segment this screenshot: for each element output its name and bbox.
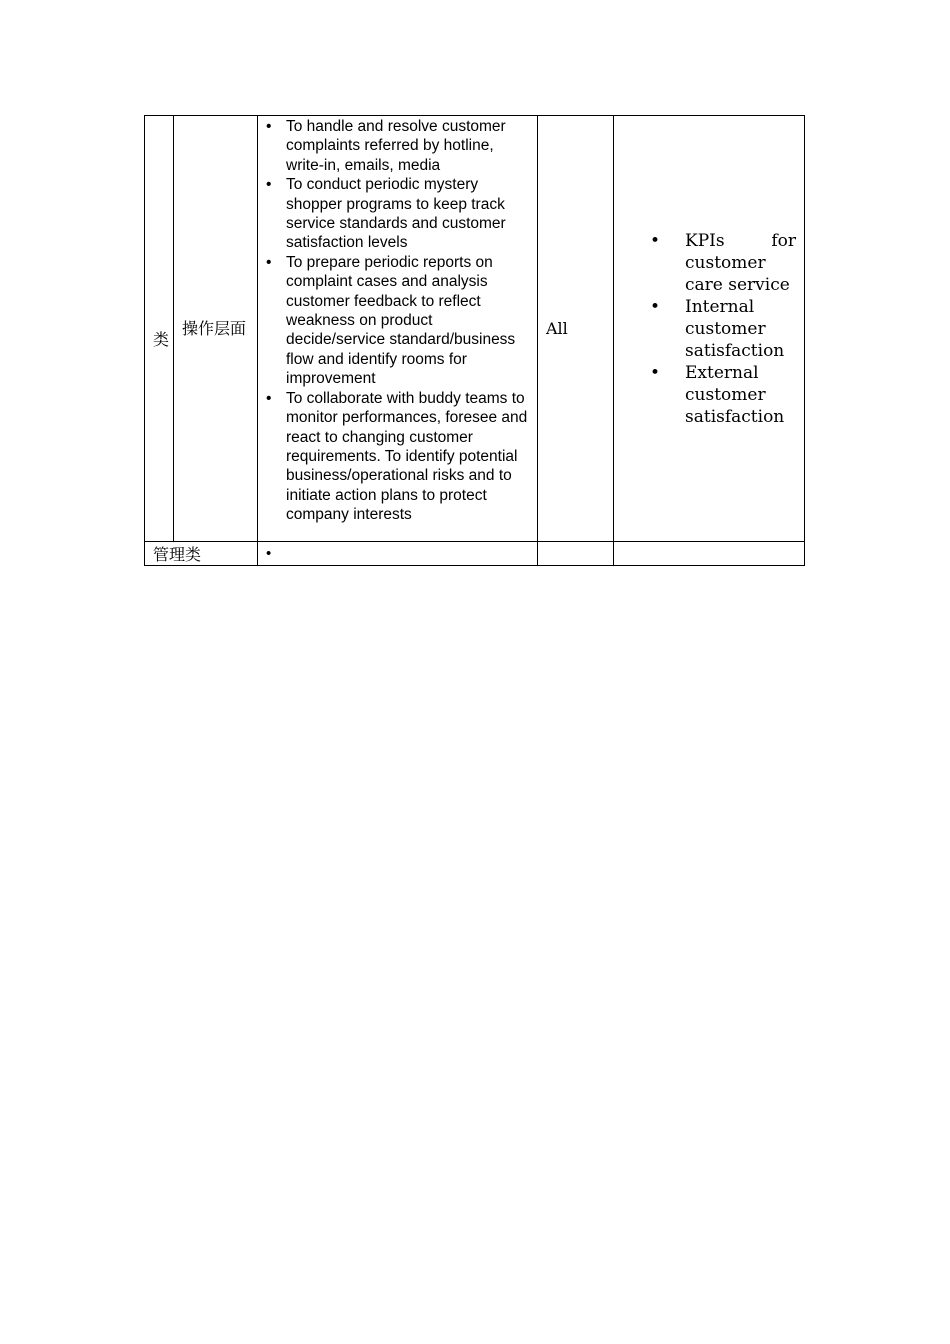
list-item: • To handle and resolve customer complaints referred by hotline, write-in, emails, media (266, 117, 531, 175)
responsibilities-list (258, 116, 537, 525)
management-category-cell (145, 542, 258, 566)
table-row (145, 116, 805, 542)
table-row (145, 542, 805, 566)
bullet: • (266, 545, 272, 562)
category-cell (145, 116, 174, 542)
list-item: • Internal customer satisfaction (650, 296, 796, 362)
level-label: 操作层面 (182, 318, 247, 338)
management-category-label: 管理类 (153, 545, 202, 564)
scope-cell (538, 116, 614, 542)
management-scope-cell (538, 542, 614, 566)
list-item: • To collaborate with buddy teams to monitor performances, foresee and react to changing customer requirements. To identify potential business/operational risks and to initiate action plans to protect company interests (266, 389, 531, 525)
management-responsibilities-cell (258, 542, 538, 566)
list-item: • KPIs for customer care service (650, 230, 796, 296)
level-cell (174, 116, 258, 542)
responsibility-table (144, 115, 805, 566)
management-kpi-cell (614, 542, 805, 566)
list-item: • To prepare periodic reports on complaint cases and analysis customer feedback to reflect weakness on product decide/service standard/business flow and identify rooms for improvement (266, 253, 531, 389)
kpi-cell (614, 116, 805, 542)
category-label: 类 (153, 330, 170, 349)
list-item: • External customer satisfaction (650, 362, 796, 428)
kpi-list (614, 230, 804, 428)
responsibilities-cell (258, 116, 538, 542)
list-item: • To conduct periodic mystery shopper programs to keep track service standards and customer satisfaction levels (266, 175, 531, 253)
scope-label: All (546, 319, 568, 338)
